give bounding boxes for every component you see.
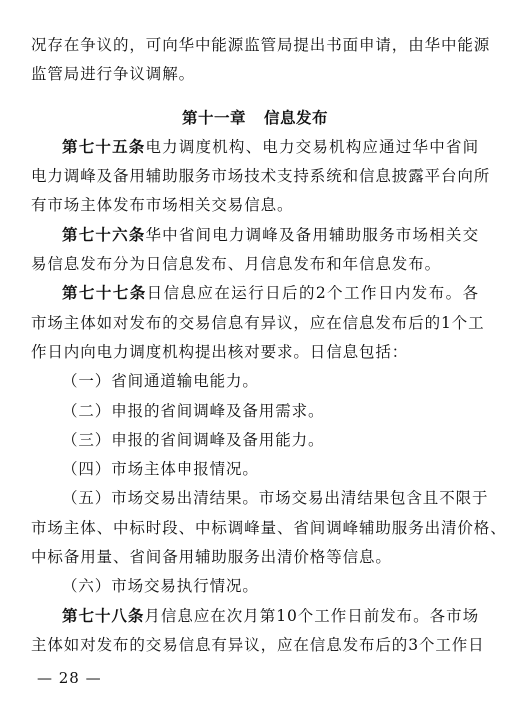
article-label: 第七十七条 [62, 284, 147, 303]
paragraph-line: 况存在争议的，可向华中能源监管局提出书面申请，由华中能源 [31, 36, 491, 54]
article-77-line [31, 279, 479, 308]
chapter-heading [31, 104, 479, 133]
list-item: （四）市场主体申报情况。 [62, 460, 259, 479]
paragraph-line: 易信息发布分为日信息发布、月信息发布和年信息发布。 [31, 255, 442, 274]
article-text: 月信息应在次月第10个工作日前发布。各市场 [144, 606, 479, 625]
article-text: 华中省间电力调峰及备用辅助服务市场相关交 [145, 225, 479, 244]
article-label: 第七十五条 [62, 137, 146, 156]
article-76-line [31, 221, 479, 250]
paragraph-line: 市场主体如对发布的交易信息有异议，应在信息发布后的1个工 [31, 313, 485, 332]
paragraph-line: 市场主体、中标时段、中标调峰量、省间调峰辅助服务出清价格、 [31, 518, 507, 537]
page-number: — 28 — [37, 669, 102, 687]
paragraph-line: 中标备用量、省间备用辅助服务出清价格等信息。 [31, 548, 392, 567]
article-label: 第七十六条 [62, 225, 146, 244]
article-text: 电力调度机构、电力交易机构应通过华中省间 [145, 137, 479, 156]
list-item: （三）申报的省间调峰及备用能力。 [62, 430, 325, 449]
paragraph-line: 主体如对发布的交易信息有异议，应在信息发布后的3个工作日 [31, 635, 485, 654]
paragraph-line: 作日内向电力调度机构提出核对要求。日信息包括： [31, 342, 409, 361]
paragraph-line: 有市场主体发布市场相关交易信息。 [31, 196, 294, 215]
list-item: （六）市场交易执行情况。 [62, 577, 259, 596]
paragraph-line: 电力调峰及备用辅助服务市场技术支持系统和信息披露平台向所 [31, 167, 491, 186]
paragraph-line: 监管局进行争议调解。 [31, 65, 196, 84]
list-item: （二）申报的省间调峰及备用需求。 [62, 401, 325, 420]
list-item: （五）市场交易出清结果。市场交易出清结果包含且不限于 [62, 489, 489, 508]
article-label: 第七十八条 [62, 606, 145, 625]
chapter-number: 第十一章 [181, 108, 246, 127]
chapter-title: 信息发布 [264, 108, 329, 127]
article-text: 日信息应在运行日后的2个工作日内发布。各 [146, 284, 479, 303]
article-75-line [31, 133, 479, 162]
document-page [31, 31, 507, 660]
list-item: （一）省间通道输电能力。 [62, 372, 259, 391]
article-78-line [31, 602, 479, 631]
